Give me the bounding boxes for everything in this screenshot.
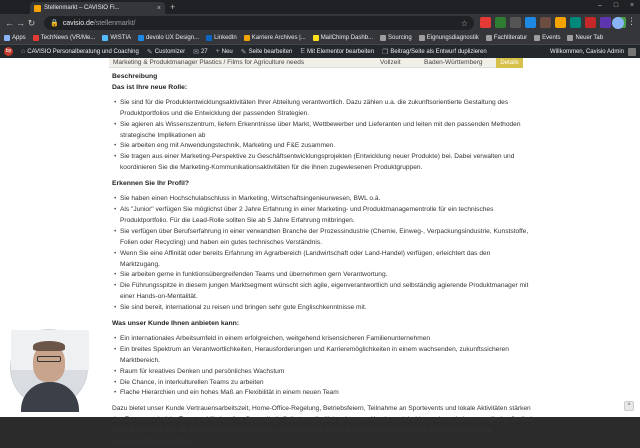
list-item: • Ein internationales Arbeitsumfeld in einem erfolgreichen, weitgehend krisensicheren Familienunternehmen [120,334,532,345]
bookmark-item[interactable] [33,35,96,41]
bookmark-label: LinkedIn [214,35,237,41]
list-item: • Flache Hierarchien und ein hohes Maß an Flexibilität in einem neuen Team [120,388,532,399]
user-avatar [628,48,636,56]
new-tab-button[interactable]: + [170,2,176,12]
bookmarks-bar [0,32,640,45]
bookmark-label: devolo UX Design... [146,35,200,41]
bookmark-icon [567,35,573,41]
bookmark-label: Neuer Tab [575,35,604,41]
bookmark-label: Events [542,35,561,41]
bookmark-icon [4,35,10,41]
list-item: • Sie sind bereit, international zu reisen und bringen sehr gute Englischkenntnisse mit. [120,303,532,314]
list-item: • Ein breites Spektrum an Verantwortlichkeiten, Herausforderungen und Karrieremöglichkeiten in einem wachsenden, zukunftssicheren Marktbereich. [120,345,532,367]
list-item: • Sie haben einen Hochschulabschluss in Marketing, Wirtschaftsingenieurwesen, BWL o.ä. [120,194,532,205]
profile-avatar[interactable] [612,17,624,29]
bookmark-icon [206,35,212,41]
reload-icon[interactable]: ↻ [27,17,36,28]
wp-comments[interactable]: ✉ 27 [193,48,208,56]
wp-edit-page[interactable]: ✎ Seite bearbeiten [240,48,293,56]
wp-customizer[interactable]: ✎ Customizer [146,48,186,56]
minimize-button[interactable]: – [598,2,602,9]
job-description [112,72,532,448]
profile-heading: Erkennen Sie Ihr Profil? [112,180,190,188]
browser-menu-icon[interactable]: ⋮ [627,16,636,26]
list-item: • Raum für kreatives Denken und persönliches Wachstum [120,367,532,378]
profile-list [112,194,532,314]
extension-icon[interactable] [510,17,521,28]
active-tab[interactable] [30,2,165,14]
close-window-button[interactable]: × [629,2,635,9]
bookmark-item[interactable] [567,35,603,41]
list-item: • Sie sind für die Produktentwicklungsaktivitäten Ihrer Abteilung verantwortlich. Dazu zählen u.a. die zukunftsorientierte Gestaltung des Produktportfolios und die Entwicklung der passenden Strategien. [120,98,532,120]
list-item: • Sie agieren als Wissenszentrum, liefern Erkenntnisse über Markt, Wettbewerber und Lieferanten und leiten mit den passenden Methoden strategische Implikationen ab [120,120,532,142]
bookmark-item[interactable] [534,35,560,41]
bookmark-item[interactable] [206,35,237,41]
extension-icon[interactable] [495,17,506,28]
description-heading: Beschreibung [112,73,158,80]
extension-icon[interactable] [555,17,566,28]
list-item: • Die Führungsspitze in diesem jungen Marktsegment wünscht sich agile, eigenverantwortlich und selbständig agierende Produktmanager mit einer Hands-on-Mentalität. [120,281,532,303]
extension-icon[interactable] [570,17,581,28]
list-item: • Sie tragen aus einer Marketing-Perspektive zu Geschäftsentwicklungsprojekten (Entwicklung neuer Produkte) bei. Dabei verwalten und koordinieren Sie die Marketing-Kommunikationsaktivitäten für die ihnen zugewiesenen Produktgruppen. [120,152,532,174]
webcam-overlay [10,329,88,407]
tab-favicon-icon [34,5,41,12]
bookmark-label: WISTIA [110,35,132,41]
bookmark-icon [486,35,492,41]
bookmark-item[interactable] [486,35,527,41]
tab-close-icon[interactable]: × [156,4,161,12]
closing-paragraph: Dazu bietet unser Kunde Vertrauensarbeitszeit, Home-Office-Regelung, Betriebsfeiern, Teilnahme an Sportevents und lokale Aktivitäten stärken den Zusammenhalt im Team und fördern ihre Gesundheit. Selbstverständlich geht unser Kunde auch bei besonderen Lebensumständen flexibel auf Ihre Wünsche ein: Ob Sie nun eine Familie gründen, sich um die Pflege von Angehörigen kümmern oder sich berufsbegleitend weiterqualifizieren möchten. [112,405,532,446]
extension-icon[interactable] [480,17,491,28]
wordpress-logo-icon[interactable]: bp [5,48,12,54]
list-item: • Sie arbeiten gerne in funktionsübergreifenden Teams und übernehmen gern Verantwortung. [120,270,532,281]
details-button[interactable]: Details [496,58,523,68]
list-item: • Sie verfügen über Berufserfahrung in einer verwandten Branche der Prozessindustrie (Chemie, Einweg-, Verpackungsindustrie, Kunststoffe, Folien oder Recycling) und haben ein gutes technisches Verständnis. [120,227,532,249]
bookmark-icon [380,35,386,41]
job-title[interactable]: Marketing & Produktmanager Plastics / Films for Agriculture needs [113,59,305,66]
bookmark-item[interactable] [419,35,479,41]
bookmark-item[interactable] [4,35,26,41]
browser-toolbar [0,14,640,32]
url-text[interactable]: cavisio.de/stellenmarkt/ [62,19,136,27]
bookmark-icon [534,35,540,41]
bookmark-item[interactable] [380,35,412,41]
maximize-button[interactable]: □ [613,2,619,9]
home-icon: ⌂ [21,48,26,55]
scroll-to-top-button[interactable]: ^ [624,401,634,411]
lock-icon: 🔒 [50,20,59,27]
bookmark-icon [244,35,250,41]
copy-icon: ❐ [382,48,389,56]
role-heading: Das ist Ihre neue Rolle: [112,83,188,91]
tab-bar [0,0,640,14]
bookmark-item[interactable] [313,35,373,41]
forward-icon[interactable]: → [16,18,25,28]
extensions [480,17,626,28]
list-item: • Wenn Sie eine Affinität oder bereits Erfahrung im Agrarbereich (Landwirtschaft oder Land-Handel) verfügen, erleichtert das den Marktzugang. [120,249,532,271]
bookmark-item[interactable] [102,35,131,41]
tab-title: Stellenmarkt – CAVISIO Fi... [44,5,120,11]
wp-site-name[interactable]: ⌂ CAVISIO Personalberatung und Coaching [21,48,139,55]
bookmark-label: Karriere Archives |... [251,35,306,41]
bookmark-icon [138,35,144,41]
bookmark-label: Sourcing [388,35,412,41]
wp-user-menu[interactable] [550,45,636,58]
pencil-icon: ✎ [240,48,247,56]
extension-icon[interactable] [585,17,596,28]
address-bar[interactable] [44,16,474,30]
bookmark-label: Apps [12,35,26,41]
wp-admin-bar [0,45,640,58]
offer-list [112,334,532,399]
wp-elementor[interactable]: E Mit Elementor bearbeiten [300,48,375,55]
bookmark-icon [313,35,319,41]
plus-icon: + [215,48,220,55]
bookmark-label: TechNews (VR/Me... [40,35,96,41]
bookmark-label: Fachliteratur [493,35,528,41]
list-item: • Als "Junior" verfügen Sie möglichst über 2 Jahre Erfahrung in einer Marketing- und Produktmanagementrolle für ein technisches Produktportfolio. Für die Lead-Rolle sollten Sie ab 5 Jahre Erfahrung mitbringen. [120,205,532,227]
bookmark-item[interactable] [138,35,199,41]
wp-new[interactable]: + Neu [215,48,233,55]
list-item: • Die Chance, in interkulturellen Teams zu arbeiten [120,378,532,389]
bookmark-item[interactable] [244,35,306,41]
list-item: • Sie arbeiten eng mit Anwendungstechnik, Marketing und F&E zusammen. [120,141,532,152]
elementor-icon: E [300,48,305,55]
brush-icon: ✎ [146,48,153,56]
extension-icon[interactable] [540,17,551,28]
bookmark-star-icon[interactable]: ☆ [460,18,468,28]
bookmark-icon [419,35,425,41]
comment-icon: ✉ [193,48,199,56]
role-list [112,98,532,174]
wp-greeting: Willkommen, Cavisio Admin [549,48,624,55]
page-content [0,58,640,446]
back-icon[interactable]: ← [5,18,14,28]
bookmark-label: MailChimp Dashb... [320,35,374,41]
bookmark-icon [33,35,39,41]
bookmark-icon [102,35,108,41]
wp-duplicate[interactable]: ❐ Beitrag/Seite als Entwurf duplizieren [382,48,487,56]
bookmark-label: Eignungsdiagnostik [426,35,479,41]
job-location: Baden-Württemberg [424,59,483,66]
job-type: Vollzeit [380,59,401,66]
extension-icon[interactable] [600,17,611,28]
window-controls [592,0,640,12]
job-listing-row[interactable] [109,58,523,68]
extension-icon[interactable] [525,17,536,28]
offer-heading: Was unser Kunde Ihnen anbieten kann: [112,320,240,328]
